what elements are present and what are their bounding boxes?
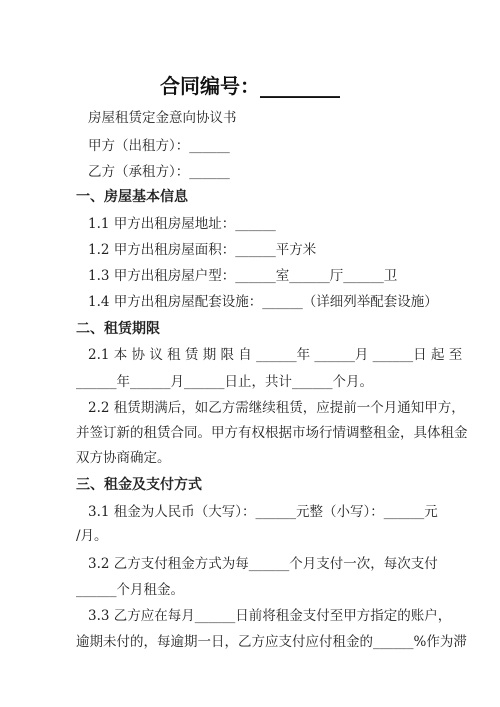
clause-2-1-line-1: 2.1 本 协 议 租 赁 期 限 自 ______年 ______月 ______日 起 至: [88, 347, 463, 363]
document-name: 房屋租赁定金意向协议书: [88, 110, 237, 126]
clause-3-1-line-2: /月。: [76, 528, 108, 544]
party-b-line: 乙方（承租方）：______: [88, 164, 230, 180]
contract-number-title: 合同编号：________: [160, 74, 340, 98]
clause-2-2-line-1: 2.2 租赁期满后，如乙方需继续租赁，应提前一个月通知甲方，: [88, 400, 465, 416]
section-1-heading: 一、房屋基本信息: [76, 189, 188, 205]
clause-2-1-line-2: ______年______月______日止，共计______个月。: [76, 374, 373, 390]
clause-1-1: 1.1 甲方出租房屋地址：______: [88, 216, 276, 232]
clause-3-3-line-1: 3.3 乙方应在每月______日前将租金支付至甲方指定的账户，: [88, 608, 452, 624]
clause-2-2-line-2: 并签订新的租赁合同。甲方有权根据市场行情调整租金，具体租金: [76, 425, 468, 441]
section-3-heading: 三、租金及支付方式: [76, 477, 202, 493]
clause-2-2-line-3: 双方协商确定。: [76, 450, 171, 466]
party-a-line: 甲方（出租方）：______: [88, 138, 230, 154]
section-2-heading: 二、租赁期限: [76, 321, 160, 337]
clause-1-2: 1.2 甲方出租房屋面积：______平方米: [88, 242, 317, 258]
clause-3-3-line-2: 逾期未付的，每逾期一日，乙方应支付应付租金的______%作为滞: [76, 634, 467, 650]
clause-1-4: 1.4 甲方出租房屋配套设施：______（详细列举配套设施）: [88, 294, 438, 310]
clause-3-2-line-2: ______个月租金。: [76, 582, 184, 598]
clause-3-2-line-1: 3.2 乙方支付租金方式为每______个月支付一次，每次支付: [88, 556, 438, 572]
clause-1-3: 1.3 甲方出租房屋户型：______室______厅______卫: [88, 268, 398, 284]
clause-3-1-line-1: 3.1 租金为人民币（大写）：______元整（小写）：______元: [88, 504, 438, 520]
